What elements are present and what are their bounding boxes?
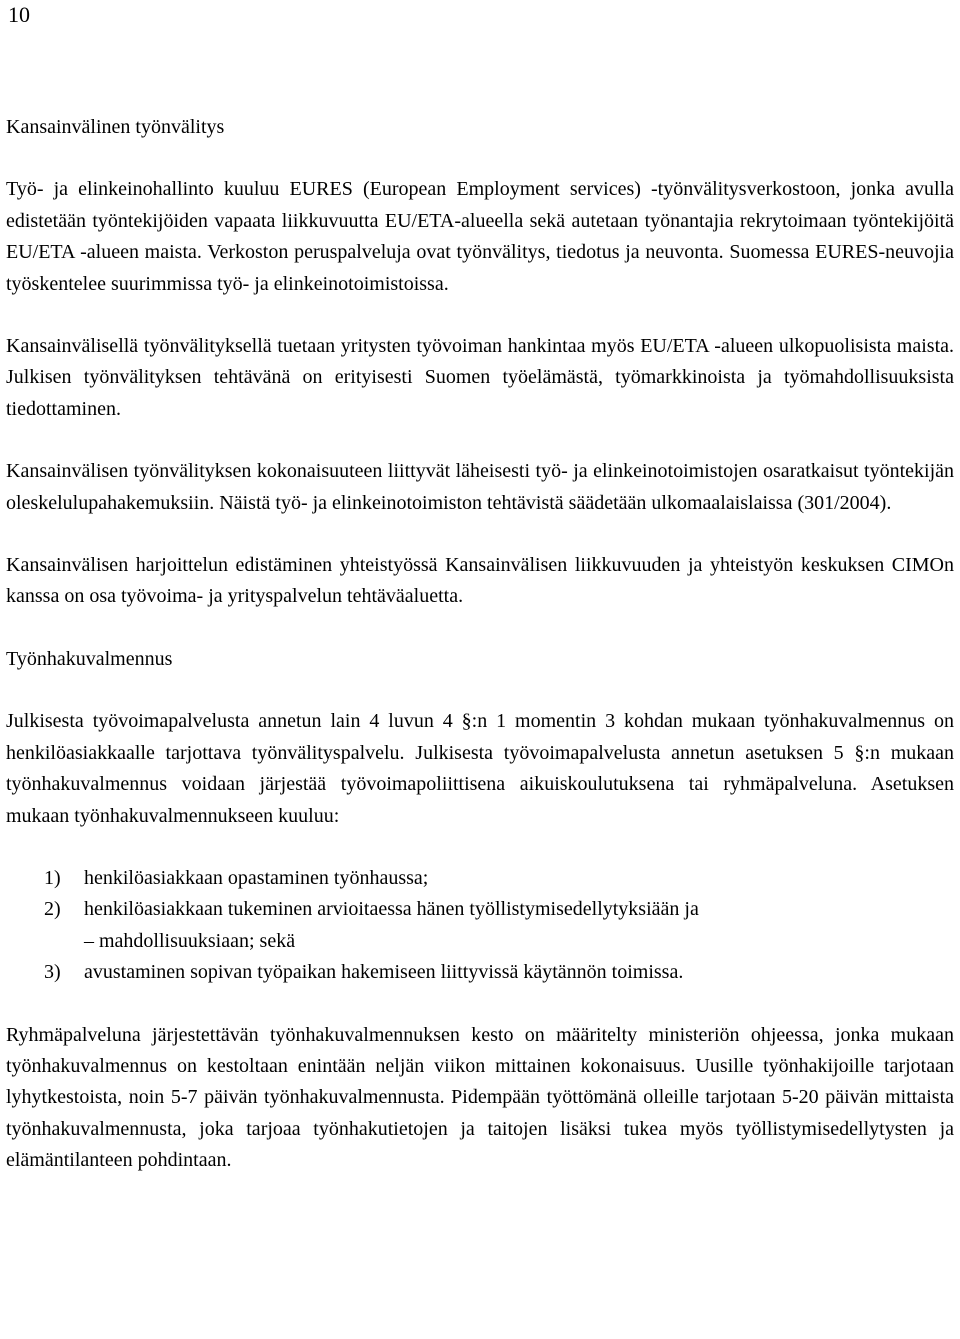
dash-mark: – bbox=[84, 929, 94, 952]
list-number: 3) bbox=[44, 961, 61, 984]
numbered-list bbox=[6, 863, 954, 989]
paragraph: Julkisesta työvoimapalvelusta annetun lain 4 luvun 4 §:n 1 momentin 3 kohdan mukaan työnhakuvalmennus on henkilöasiakkaalle tarjottava työnvälityspalvelu. Julkisesta työvoimapalvelusta annetun asetuksen 5 §:n mukaan työnhakuvalmennus voidaan järjestää työvoimapoliittisena aikuiskoulutuksena tai ryhmäpalveluna. Asetuksen mukaan työnhakuvalmennukseen kuuluu: bbox=[6, 710, 954, 827]
paragraph: Kansainvälisellä työnvälityksellä tuetaan yritysten työvoiman hankintaa myös EU/ETA -alueen ulkopuolisista maista. Julkisen työnvälityksen tehtävänä on erityisesti Suomen työelämästä, työmarkkinoista ja työmahdollisuuksista tiedottaminen. bbox=[6, 335, 954, 420]
paragraph: Kansainvälisen harjoittelun edistäminen yhteistyössä Kansainvälisen liikkuvuuden ja yhteistyön keskuksen CIMOn kanssa on osa työvoima- ja yrityspalvelun tehtäväaluetta. bbox=[6, 554, 954, 608]
list-item-text: henkilöasiakkaan opastaminen työnhaussa; bbox=[84, 866, 429, 889]
page-number: 10 bbox=[8, 2, 30, 27]
list-item-continuation bbox=[84, 926, 954, 957]
paragraph: Ryhmäpalveluna järjestettävän työnhakuvalmennuksen kesto on määritelty ministeriön ohjeessa, jonka mukaan työnhakuvalmennus on kestoltaan enintään neljän viikon mittainen kokonaisuus. Uusille työnhakijoille tarjotaan lyhytkestoista, noin 5-7 päivän työnhakuvalmennusta. Pidempään työttömänä olleille tarjotaan 5-20 päivän mittaista työnhakuvalmennusta, joka tarjoaa työnhakutietojen ja taitojen lisäksi tukea myös työllistymisedellytysten ja elämäntilanteen pohdintaan. bbox=[6, 1023, 954, 1172]
list-number: 2) bbox=[44, 898, 61, 921]
list-item bbox=[6, 863, 954, 894]
list-item bbox=[6, 894, 954, 957]
section-heading: Kansainvälinen työnvälitys bbox=[6, 116, 225, 138]
paragraph: Kansainvälisen työnvälityksen kokonaisuuteen liittyvät läheisesti työ- ja elinkeinotoimistojen osaratkaisut työntekijän oleskelulupahakemuksiin. Näistä työ- ja elinkeinotoimiston tehtävistä säädetään ulkomaalaislaissa (301/2004). bbox=[6, 460, 954, 514]
list-number: 1) bbox=[44, 866, 61, 889]
list-item-text: henkilöasiakkaan tukeminen arvioitaessa hänen työllistymisedellytyksiään ja bbox=[84, 898, 699, 921]
list-item-text: avustaminen sopivan työpaikan hakemiseen liittyvissä käytännön toimissa. bbox=[84, 961, 684, 984]
list-item bbox=[6, 957, 954, 988]
paragraph: Työ- ja elinkeinohallinto kuuluu EURES (European Employment services) -työnvälitysverkostoon, jonka avulla edistetään työntekijöiden vapaata liikkuvuutta EU/ETA-alueella sekä autetaan työnantajia rekrytoimaan työntekijöitä EU/ETA -alueen maista. Verkoston peruspalveluja ovat työnvälitys, tiedotus ja neuvonta. Suomessa EURES-neuvojia työskentelee suurimmissa työ- ja elinkeinotoimistoissa. bbox=[6, 178, 954, 295]
section-heading: Työnhakuvalmennus bbox=[6, 647, 173, 670]
document-body bbox=[6, 112, 954, 1208]
list-item-continuation-text: mahdollisuuksiaan; sekä bbox=[99, 929, 296, 952]
